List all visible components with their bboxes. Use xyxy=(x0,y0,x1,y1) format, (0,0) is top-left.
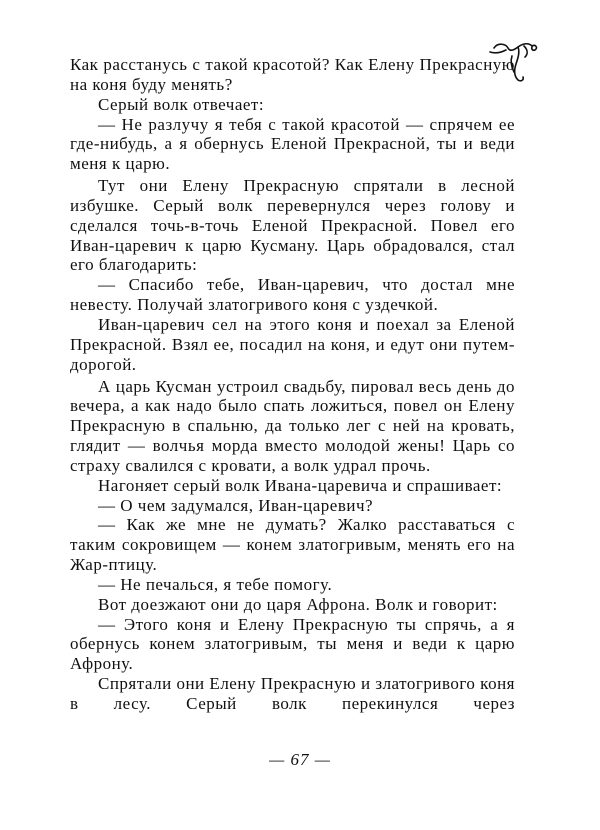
paragraph: — Не разлучу я тебя с такой красотой — спрячем ее где-нибудь, а я обернусь Еленой Прекрасной, ты и веди меня к царю. xyxy=(70,114,515,174)
paragraph: А царь Кусман устроил свадьбу, пировал весь день до вечера, а как надо было спать ложиться, повел он Елену Прекрасную в спальню, да только лег с ней на кровать, глядит — волчья морда вместо молодой жены! Царь со страху свалился с кровати, а волк удрал прочь. xyxy=(70,376,515,475)
paragraph: Иван-царевич сел на этого коня и поехал за Еленой Прекрасной. Взял ее, посадил на коня, и едут они путем-дорогой. xyxy=(70,314,515,374)
paragraph: — Этого коня и Елену Прекрасную ты спрячь, а я обернусь конем златогривым, ты меня и веди к царю Афрону. xyxy=(70,614,515,674)
paragraph: — О чем задумался, Иван-царевич? xyxy=(98,495,374,515)
story-text xyxy=(70,55,515,714)
paragraph: — Не печалься, я тебе помогу. xyxy=(98,574,333,594)
paragraph: — Спасибо тебе, Иван-царевич, что достал мне невесту. Получай златогривого коня с уздечкой. xyxy=(70,275,515,315)
paragraph: Спрятали они Елену Прекрасную и златогривого коня в лесу. Серый волк перекинулся через xyxy=(70,674,515,713)
page-number: — 67 — xyxy=(269,750,331,769)
paragraph: Как расстанусь с такой красотой? Как Елену Прекрасную на коня буду менять? xyxy=(70,55,515,94)
paragraph: — Как же мне не думать? Жалко расставаться с таким сокровищем — конем златогривым, менять его на Жар-птицу. xyxy=(70,515,515,575)
paragraph: Вот доезжают они до царя Афрона. Волк и говорит: xyxy=(98,594,498,614)
paragraph: Нагоняет серый волк Ивана-царевича и спрашивает: xyxy=(98,475,503,495)
paragraph: Серый волк отвечает: xyxy=(98,94,265,114)
paragraph: Тут они Елену Прекрасную спрятали в лесной избушке. Серый волк перевернулся через голову и сделался точь-в-точь Еленой Прекрасной. Повел его Иван-царевич к царю Кусману. Царь обрадовался, стал его благодарить: xyxy=(70,176,515,275)
